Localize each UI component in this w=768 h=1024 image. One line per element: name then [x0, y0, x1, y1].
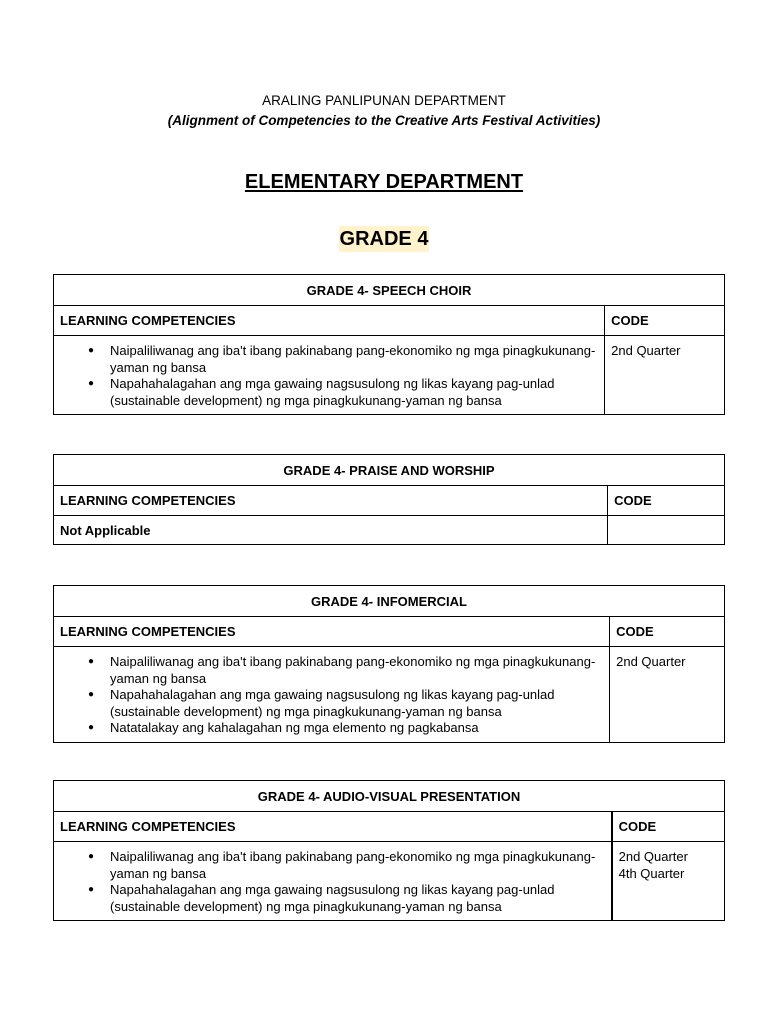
speech-choir-table [53, 274, 725, 415]
list-item: ● Naipaliliwanag ang iba't ibang pakinabang pang-ekonomiko ng mga pinagkukunang-yaman ng bansa [110, 849, 605, 882]
code-cell [612, 842, 725, 921]
competencies-header: LEARNING COMPETENCIES [54, 486, 608, 516]
code-cell [605, 336, 725, 415]
infomercial-table [53, 585, 725, 743]
not-applicable-cell: Not Applicable [54, 516, 608, 545]
competencies-cell [54, 647, 610, 743]
code-value: 2nd Quarter [611, 343, 681, 358]
list-item: ● Naipaliliwanag ang iba't ibang pakinabang pang-ekonomiko ng mga pinagkukunang-yaman ng bansa [110, 343, 598, 376]
audio-visual-presentation-table [53, 780, 725, 921]
document-subtitle: (Alignment of Competencies to the Creative Arts Festival Activities) [167, 113, 601, 128]
code-header: CODE [610, 617, 725, 647]
list-item: ● Naipaliliwanag ang iba't ibang pakinabang pang-ekonomiko ng mga pinagkukunang-yaman ng bansa [110, 654, 603, 687]
code-value: 2nd Quarter [618, 849, 688, 864]
list-item: ● Napahahalagahan ang mga gawaing nagsusulong ng likas kayang pag-unlad (sustainable development) ng mga pinagkukunang-yaman ng bansa [110, 376, 598, 409]
grade-heading: GRADE 4 [339, 228, 429, 250]
code-cell-empty [608, 516, 725, 545]
code-header: CODE [608, 486, 725, 516]
elementary-department-heading: ELEMENTARY DEPARTMENT [244, 171, 524, 193]
table-title: GRADE 4- AUDIO-VISUAL PRESENTATION [54, 781, 725, 812]
code-header: CODE [612, 812, 725, 842]
table-title: GRADE 4- SPEECH CHOIR [54, 275, 725, 306]
competencies-cell [54, 842, 612, 921]
list-item: ● Napahahalagahan ang mga gawaing nagsusulong ng likas kayang pag-unlad (sustainable development) ng mga pinagkukunang-yaman ng bansa [110, 687, 603, 720]
list-item: ● Napahahalagahan ang mga gawaing nagsusulong ng likas kayang pag-unlad (sustainable development) ng mga pinagkukunang-yaman ng bansa [110, 882, 605, 915]
list-item: ● Natatalakay ang kahalagahan ng mga elemento ng pagkabansa [110, 720, 603, 737]
table-title: GRADE 4- INFOMERCIAL [54, 586, 725, 617]
code-header: CODE [605, 306, 725, 336]
code-value: 2nd Quarter [616, 654, 686, 669]
code-value: 4th Quarter [618, 865, 685, 881]
code-cell [610, 647, 725, 743]
competencies-cell [54, 336, 605, 415]
grade-heading-wrap [0, 226, 768, 252]
competencies-header: LEARNING COMPETENCIES [54, 306, 605, 336]
department-title: ARALING PANLIPUNAN DEPARTMENT [262, 93, 506, 108]
competencies-header: LEARNING COMPETENCIES [54, 617, 610, 647]
competencies-header: LEARNING COMPETENCIES [54, 812, 612, 842]
table-title: GRADE 4- PRAISE AND WORSHIP [54, 455, 725, 486]
praise-and-worship-table [53, 454, 725, 545]
